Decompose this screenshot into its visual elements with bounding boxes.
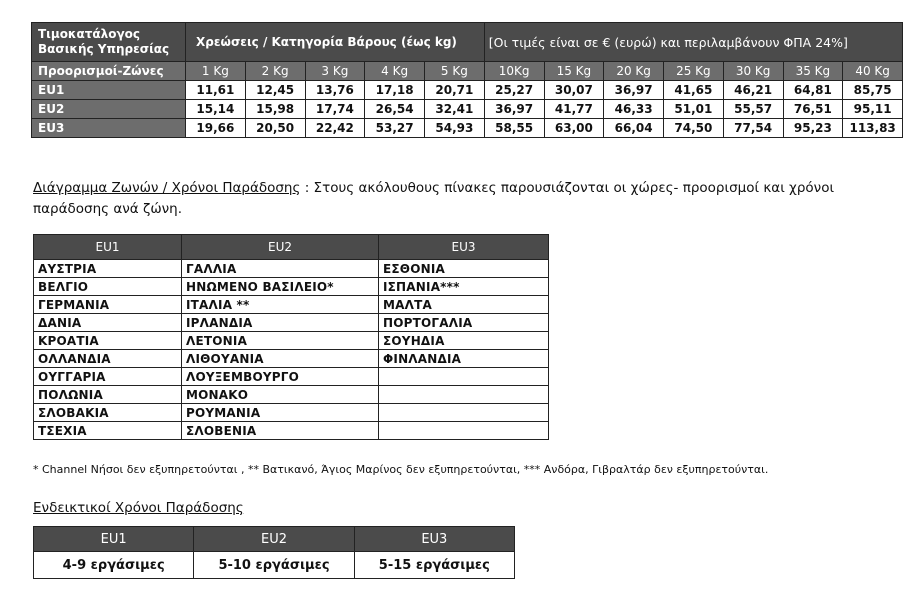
weight-header: 25 Kg xyxy=(664,62,724,81)
zones-heading-suffix: : xyxy=(300,180,310,196)
price-row xyxy=(32,119,903,138)
country-cell: ΓΑΛΛΙΑ xyxy=(182,260,379,278)
country-cell: ΣΟΥΗΔΙΑ xyxy=(379,332,549,350)
country-cell: ΛΕΤΟΝΙΑ xyxy=(182,332,379,350)
country-cell xyxy=(379,368,549,386)
country-cell: ΓΕΡΜΑΝΙΑ xyxy=(34,296,182,314)
country-cell xyxy=(379,386,549,404)
price-cell: 13,76 xyxy=(305,81,365,100)
delivery-header-eu1: EU1 xyxy=(34,527,194,552)
price-cell: 17,18 xyxy=(365,81,425,100)
price-cell: 36,97 xyxy=(604,81,664,100)
weight-header: 3 Kg xyxy=(305,62,365,81)
price-cell: 95,23 xyxy=(783,119,843,138)
charges-label: Χρεώσεις / Κατηγορία Βάρους (έως kg) xyxy=(186,23,485,62)
zones-intro-text: Στους ακόλουθους πίνακες παρουσιάζονται οι χώρες- προορισμοί και χρόνοι παράδοσης ανά ζώνη. xyxy=(33,180,835,217)
zones-heading: Διάγραμμα Ζωνών / Χρόνοι Παράδοσης xyxy=(33,180,301,196)
delivery-title: Ενδεικτικοί Χρόνοι Παράδοσης xyxy=(33,500,244,516)
weights-header-row xyxy=(32,62,903,81)
country-table-body xyxy=(34,260,549,440)
country-cell: ΛΟΥΞΕΜΒΟΥΡΓΟ xyxy=(182,368,379,386)
country-header-eu2: EU2 xyxy=(182,235,379,260)
price-cell: 20,71 xyxy=(425,81,485,100)
zones-label: Προορισμοί-Ζώνες xyxy=(32,62,186,81)
weight-header: 10Kg xyxy=(484,62,544,81)
weight-header: 35 Kg xyxy=(783,62,843,81)
country-row xyxy=(34,260,549,278)
price-header-row xyxy=(32,23,903,62)
country-header-eu3: EU3 xyxy=(379,235,549,260)
country-row xyxy=(34,368,549,386)
country-cell: ΣΛΟΒΑΚΙΑ xyxy=(34,404,182,422)
price-cell: 53,27 xyxy=(365,119,425,138)
delivery-header-row xyxy=(34,527,515,552)
zone-label: EU1 xyxy=(32,81,186,100)
country-cell: ΟΛΛΑΝΔΙΑ xyxy=(34,350,182,368)
vat-note: [Οι τιμές είναι σε € (ευρώ) και περιλαμβάνουν ΦΠΑ 24%] xyxy=(484,23,902,62)
price-cell: 19,66 xyxy=(186,119,246,138)
price-cell: 51,01 xyxy=(664,100,724,119)
country-cell: ΠΟΛΩΝΙΑ xyxy=(34,386,182,404)
country-cell xyxy=(379,404,549,422)
delivery-table xyxy=(33,526,515,579)
weight-header: 40 Kg xyxy=(843,62,903,81)
price-cell: 17,74 xyxy=(305,100,365,119)
delivery-eu2: 5-10 εργάσιμες xyxy=(194,552,354,579)
price-cell: 85,75 xyxy=(843,81,903,100)
country-cell: ΔΑΝΙΑ xyxy=(34,314,182,332)
price-row xyxy=(32,100,903,119)
price-cell: 46,33 xyxy=(604,100,664,119)
country-cell: ΙΣΠΑΝΙΑ*** xyxy=(379,278,549,296)
country-row xyxy=(34,296,549,314)
price-cell: 22,42 xyxy=(305,119,365,138)
price-cell: 66,04 xyxy=(604,119,664,138)
country-cell: ΠΟΡΤΟΓΑΛΙΑ xyxy=(379,314,549,332)
price-cell: 55,57 xyxy=(723,100,783,119)
weight-header: 20 Kg xyxy=(604,62,664,81)
country-cell: ΡΟΥΜΑΝΙΑ xyxy=(182,404,379,422)
price-cell: 58,55 xyxy=(484,119,544,138)
country-cell: ΦΙΝΛΑΝΔΙΑ xyxy=(379,350,549,368)
price-cell: 63,00 xyxy=(544,119,604,138)
country-cell xyxy=(379,422,549,440)
zone-label: EU2 xyxy=(32,100,186,119)
price-cell: 30,07 xyxy=(544,81,604,100)
price-table xyxy=(31,22,903,138)
country-row xyxy=(34,350,549,368)
price-cell: 36,97 xyxy=(484,100,544,119)
country-cell: ΤΣΕΧΙΑ xyxy=(34,422,182,440)
weight-header: 4 Kg xyxy=(365,62,425,81)
country-cell: ΚΡΟΑΤΙΑ xyxy=(34,332,182,350)
country-cell: ΕΣΘΟΝΙΑ xyxy=(379,260,549,278)
country-header-eu1: EU1 xyxy=(34,235,182,260)
country-cell: ΜΟΝΑΚΟ xyxy=(182,386,379,404)
country-cell: ΙΡΛΑΝΔΙΑ xyxy=(182,314,379,332)
delivery-eu1: 4-9 εργάσιμες xyxy=(34,552,194,579)
price-cell: 54,93 xyxy=(425,119,485,138)
delivery-values-row xyxy=(34,552,515,579)
weight-header: 15 Kg xyxy=(544,62,604,81)
price-cell: 15,14 xyxy=(186,100,246,119)
price-cell: 46,21 xyxy=(723,81,783,100)
footnote: * Channel Νήσοι δεν εξυπηρετούνται , ** Βατικανό, Άγιος Μαρίνος δεν εξυπηρετούνται, *** Ανδόρα, Γιβραλτάρ δεν εξυπηρετούνται. xyxy=(33,463,769,476)
price-cell: 64,81 xyxy=(783,81,843,100)
country-row xyxy=(34,332,549,350)
country-row xyxy=(34,386,549,404)
price-cell: 113,83 xyxy=(843,119,903,138)
price-list-title xyxy=(32,23,186,62)
zones-intro xyxy=(33,178,893,220)
country-header-row xyxy=(34,235,549,260)
country-row xyxy=(34,422,549,440)
price-cell: 41,65 xyxy=(664,81,724,100)
price-cell: 74,50 xyxy=(664,119,724,138)
country-cell: ΣΛΟΒΕΝΙΑ xyxy=(182,422,379,440)
country-cell: ΗΝΩΜΕΝΟ ΒΑΣΙΛΕΙΟ* xyxy=(182,278,379,296)
price-cell: 77,54 xyxy=(723,119,783,138)
price-list-title-line2: Βασικής Υπηρεσίας xyxy=(38,42,170,56)
delivery-header-eu2: EU2 xyxy=(194,527,354,552)
price-cell: 95,11 xyxy=(843,100,903,119)
country-row xyxy=(34,404,549,422)
price-cell: 25,27 xyxy=(484,81,544,100)
zone-label: EU3 xyxy=(32,119,186,138)
country-cell: ΛΙΘΟΥΑΝΙΑ xyxy=(182,350,379,368)
country-row xyxy=(34,278,549,296)
price-cell: 11,61 xyxy=(186,81,246,100)
country-table xyxy=(33,234,549,440)
price-cell: 12,45 xyxy=(245,81,305,100)
price-cell: 26,54 xyxy=(365,100,425,119)
country-cell: ΟΥΓΓΑΡΙΑ xyxy=(34,368,182,386)
weight-header: 2 Kg xyxy=(245,62,305,81)
price-cell: 76,51 xyxy=(783,100,843,119)
delivery-eu3: 5-15 εργάσιμες xyxy=(354,552,514,579)
country-cell: ΑΥΣΤΡΙΑ xyxy=(34,260,182,278)
country-cell: ΒΕΛΓΙΟ xyxy=(34,278,182,296)
price-cell: 15,98 xyxy=(245,100,305,119)
country-row xyxy=(34,314,549,332)
weight-header: 5 Kg xyxy=(425,62,485,81)
price-cell: 20,50 xyxy=(245,119,305,138)
weight-header: 30 Kg xyxy=(723,62,783,81)
price-cell: 32,41 xyxy=(425,100,485,119)
price-row xyxy=(32,81,903,100)
delivery-header-eu3: EU3 xyxy=(354,527,514,552)
price-cell: 41,77 xyxy=(544,100,604,119)
price-list-title-line1: Τιμοκατάλογος xyxy=(38,27,140,41)
weight-header: 1 Kg xyxy=(186,62,246,81)
country-cell: ΙΤΑΛΙΑ ** xyxy=(182,296,379,314)
country-cell: ΜΑΛΤΑ xyxy=(379,296,549,314)
